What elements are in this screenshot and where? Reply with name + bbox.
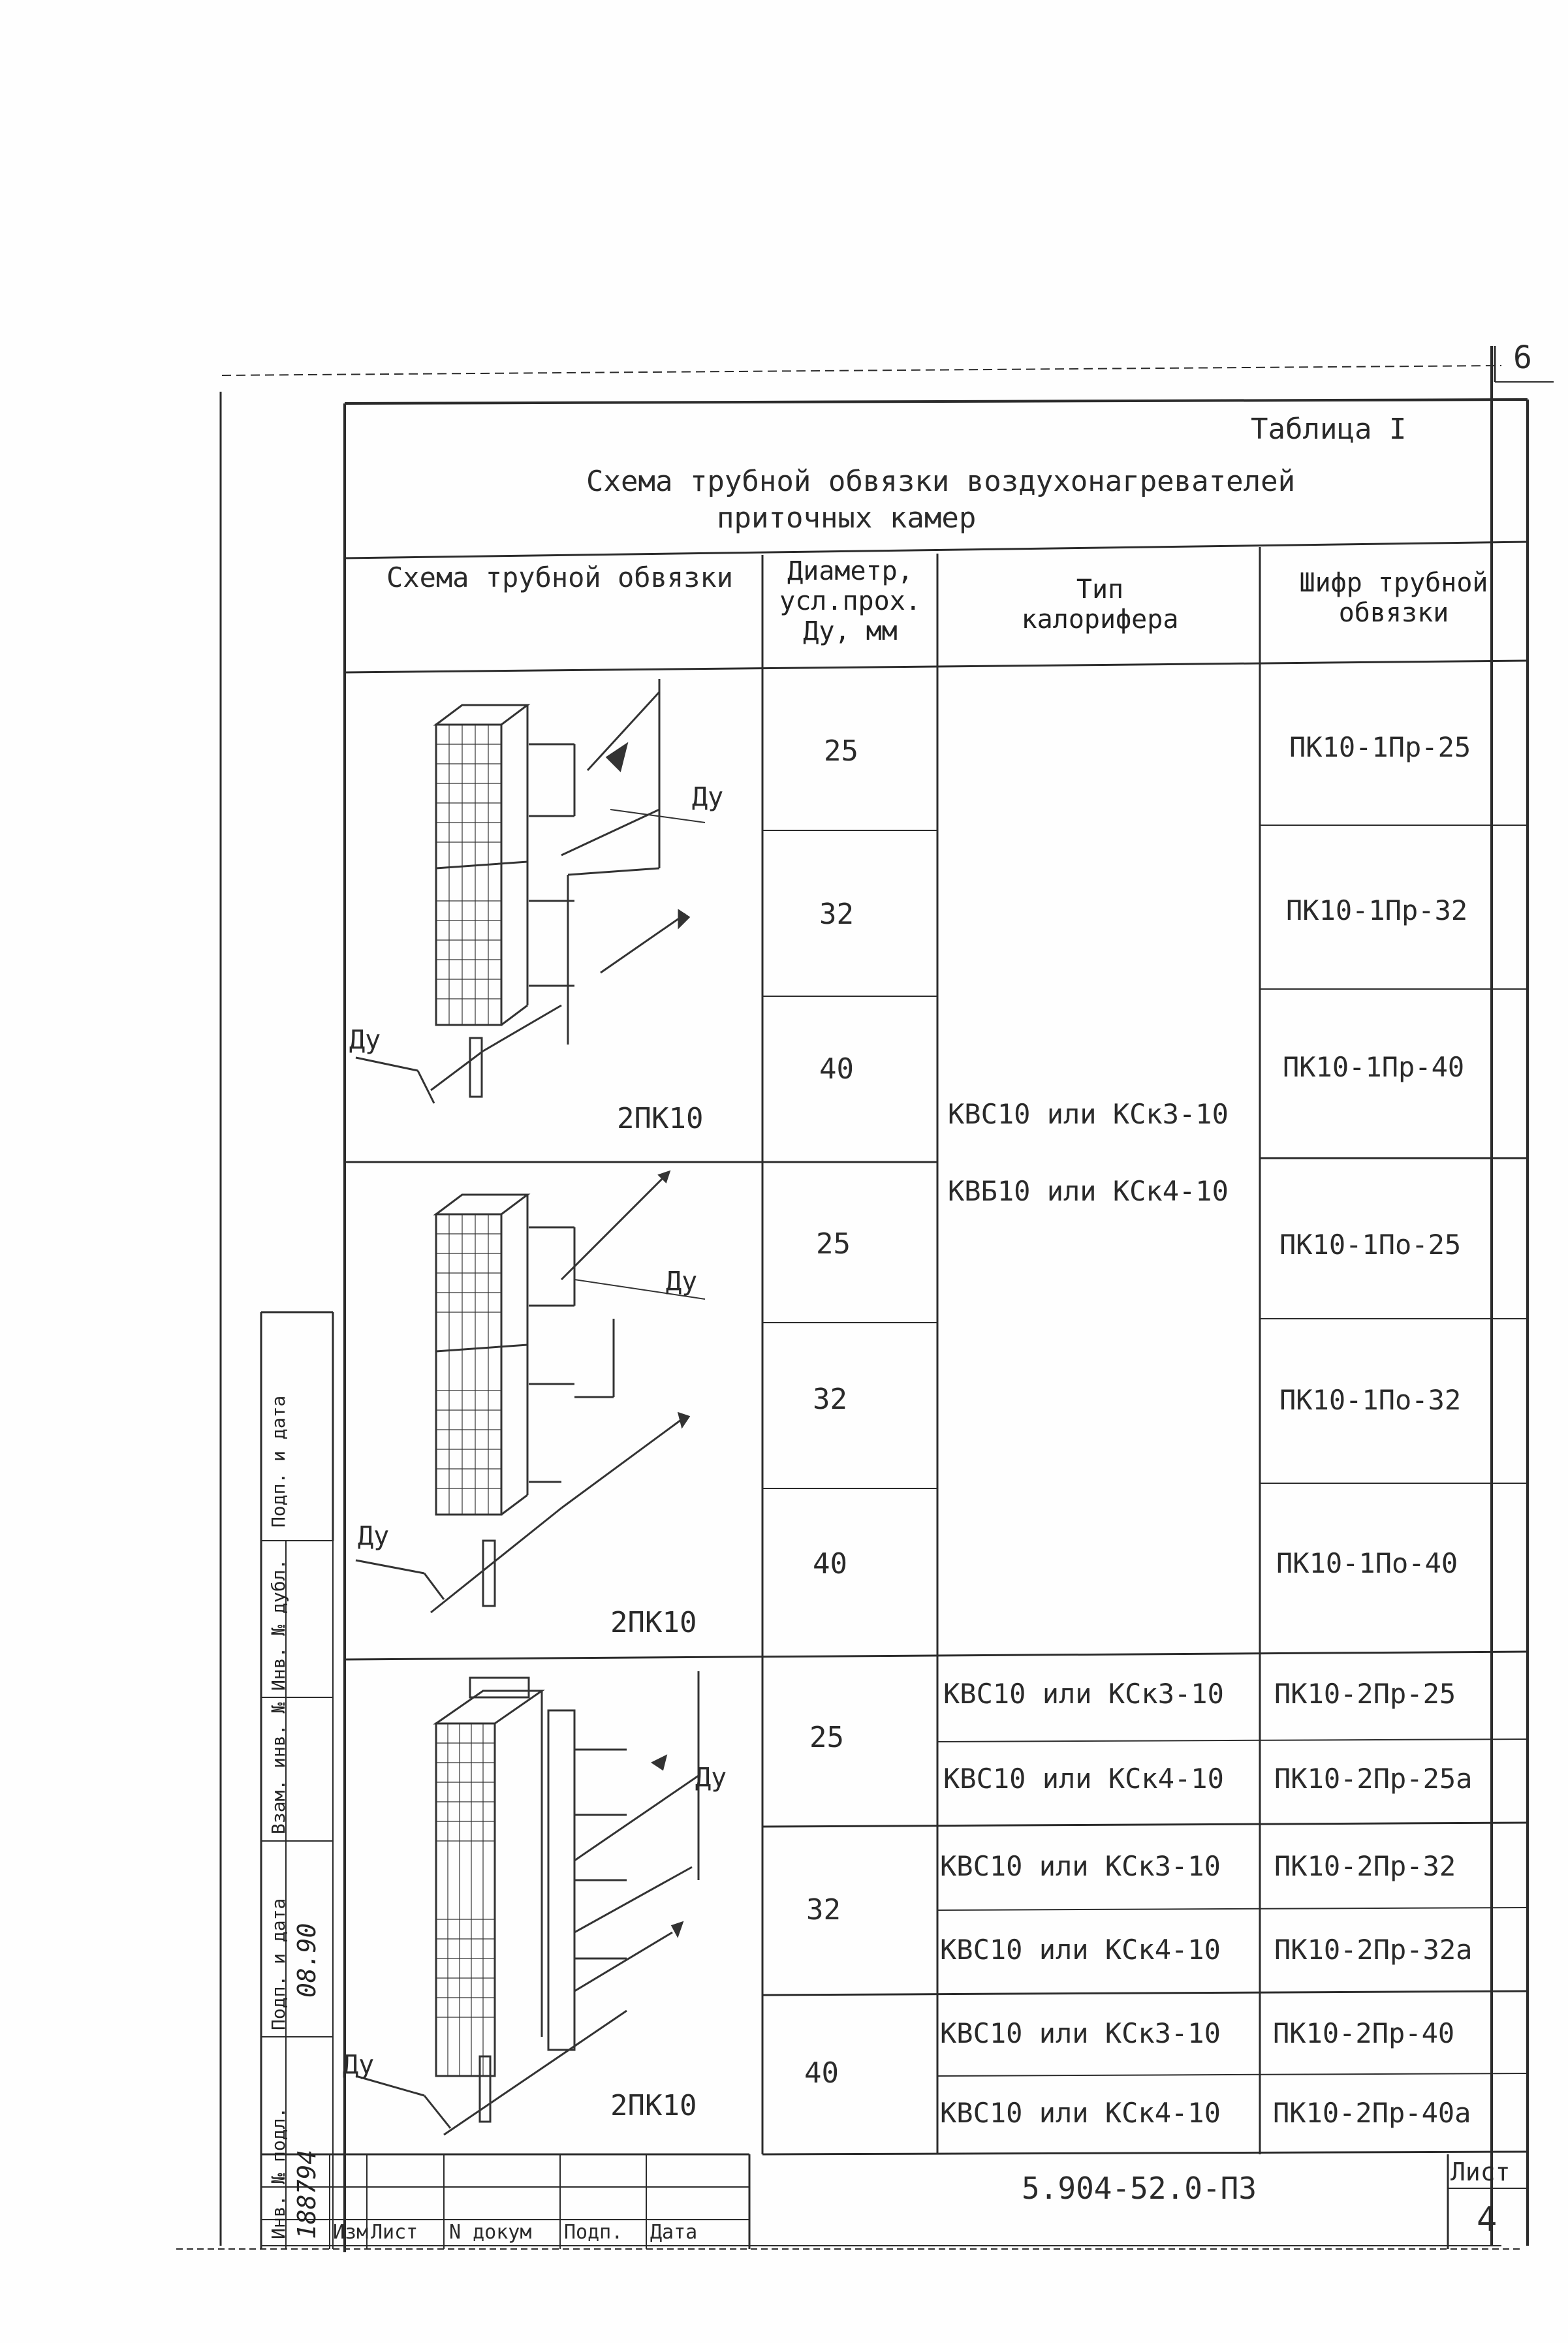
scheme-2-du-label-left: Ду <box>358 1521 390 1551</box>
g3-row-2-diameter: 32 <box>806 1893 841 1926</box>
header-diameter <box>767 556 933 646</box>
scheme-3-du-label: Ду <box>695 1763 727 1793</box>
scheme-1-caption: 2ПК10 <box>617 1102 704 1135</box>
heater-scheme-1-graphic <box>356 679 705 1103</box>
side-label-sign-date-2: Подп. и дата <box>268 1898 289 2030</box>
header-code <box>1263 568 1524 628</box>
scheme-1-du-label-left: Ду <box>349 1025 381 1055</box>
side-label-inv-dubl: Инв. № дубл. <box>268 1558 289 1691</box>
scheme-1-du-label: Ду <box>692 782 724 812</box>
sheet-label: Лист <box>1450 2158 1511 2186</box>
page-number: 6 <box>1513 339 1532 376</box>
stamp-col-list: Лист <box>371 2221 418 2244</box>
merged-type-line1: КВС10 или КСк3-10 <box>948 1098 1229 1130</box>
g3-row-2a-type: КВС10 или КСк3-10 <box>940 1850 1221 1882</box>
stamp-col-izm: Изм <box>333 2221 369 2244</box>
heater-scheme-3-graphic <box>356 1671 698 2135</box>
header-code-line2: обвязки <box>1338 598 1449 628</box>
scheme-2-du-label: Ду <box>666 1266 698 1297</box>
g3-row-1a-code: ПК10-2Пр-25 <box>1274 1678 1456 1710</box>
row-4-code: ПК10-1По-25 <box>1279 1229 1462 1261</box>
row-6-diameter: 40 <box>813 1547 847 1580</box>
header-type <box>940 574 1260 635</box>
g3-row-1b-code: ПК10-2Пр-25а <box>1274 1763 1473 1795</box>
header-type-line1: Тип <box>1076 574 1124 605</box>
stamp-col-sign: Подп. <box>564 2221 623 2244</box>
row-6-code: ПК10-1По-40 <box>1276 1547 1458 1579</box>
side-label-sign-date-1: Подп. и дата <box>268 1395 289 1528</box>
heater-scheme-2-graphic <box>356 1172 705 1612</box>
row-4-diameter: 25 <box>816 1227 851 1261</box>
g3-row-1b-type: КВС10 или КСк4-10 <box>943 1763 1224 1795</box>
side-value-date: 08.90 <box>292 1923 321 1998</box>
g3-row-2b-type: КВС10 или КСк4-10 <box>940 1934 1221 1966</box>
g3-row-1-diameter: 25 <box>809 1721 844 1754</box>
header-diameter-line2: усл.прох. <box>779 586 921 616</box>
sheet-number: 4 <box>1477 2200 1497 2239</box>
g3-row-3b-code: ПК10-2Пр-40а <box>1273 2097 1471 2129</box>
row-2-code: ПК10-1Пр-32 <box>1286 894 1468 926</box>
row-1-diameter: 25 <box>824 734 858 768</box>
document-code: 5.904-52.0-ПЗ <box>1022 2171 1257 2206</box>
row-5-code: ПК10-1По-32 <box>1279 1384 1462 1416</box>
g3-row-3a-code: ПК10-2Пр-40 <box>1273 2017 1455 2049</box>
table-label: Таблица I <box>1251 413 1407 446</box>
row-3-code: ПК10-1Пр-40 <box>1283 1051 1465 1083</box>
table-title-line2: приточных камер <box>717 501 977 535</box>
side-label-inv-podl: Инв. № подл. <box>268 2107 289 2239</box>
g3-row-1a-type: КВС10 или КСк3-10 <box>943 1678 1224 1710</box>
side-value-inv-no: 188794 <box>292 2149 321 2239</box>
side-label-vzam-inv: Взам. инв. № <box>268 1702 289 1834</box>
header-diameter-line1: Диаметр, <box>787 556 913 586</box>
table-title-line1: Схема трубной обвязки воздухонагревателей <box>586 465 1296 498</box>
g3-row-2b-code: ПК10-2Пр-32а <box>1274 1934 1473 1966</box>
row-2-diameter: 32 <box>819 898 854 931</box>
stamp-col-doc: N докум <box>449 2221 532 2244</box>
scheme-3-du-label-left: Ду <box>343 2050 375 2080</box>
g3-row-3a-type: КВС10 или КСк3-10 <box>940 2017 1221 2049</box>
g3-row-3b-type: КВС10 или КСк4-10 <box>940 2097 1221 2129</box>
header-type-line2: калорифера <box>1021 605 1179 635</box>
g3-row-2a-code: ПК10-2Пр-32 <box>1274 1850 1456 1882</box>
scheme-2-caption: 2ПК10 <box>610 1606 697 1639</box>
row-3-diameter: 40 <box>819 1052 854 1086</box>
stamp-col-date: Дата <box>650 2221 698 2244</box>
header-diameter-line3: Ду, мм <box>803 616 898 646</box>
header-code-line1: Шифр трубной <box>1299 568 1488 598</box>
scheme-3-caption: 2ПК10 <box>610 2089 697 2122</box>
row-5-diameter: 32 <box>813 1383 847 1416</box>
g3-row-3-diameter: 40 <box>804 2056 839 2090</box>
header-scheme: Схема трубной обвязки <box>386 561 734 593</box>
row-1-code: ПК10-1Пр-25 <box>1289 731 1471 763</box>
merged-type-line2: КВБ10 или КСк4-10 <box>948 1175 1229 1207</box>
